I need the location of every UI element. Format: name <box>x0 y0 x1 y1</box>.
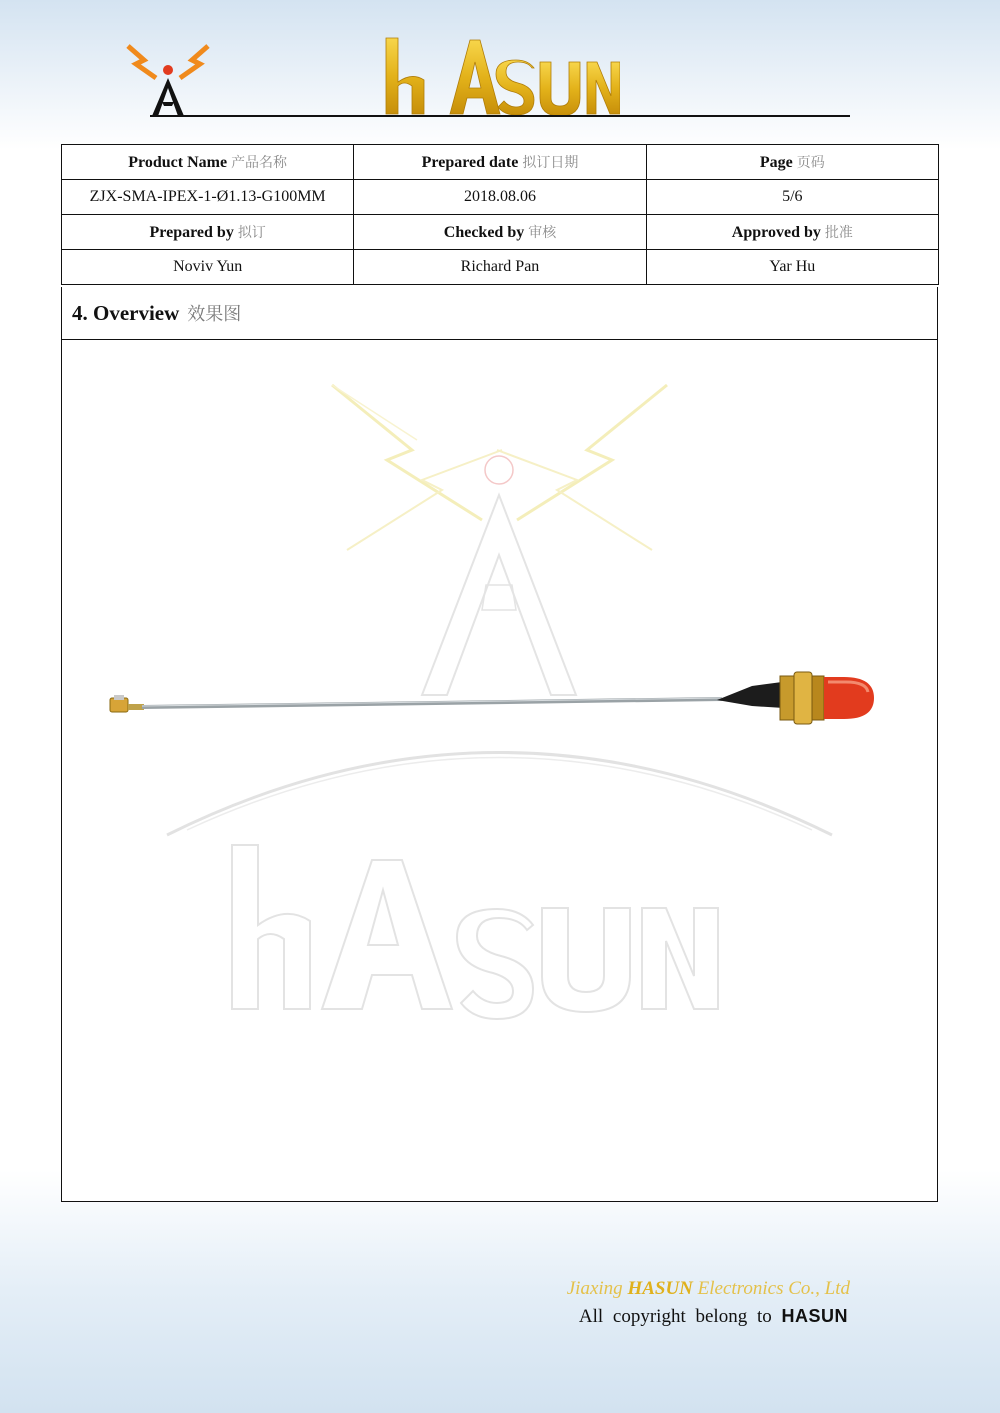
table-row <box>62 250 939 285</box>
brand-wordmark <box>380 32 620 128</box>
footer-copyright-brand: HASUN <box>781 1306 848 1326</box>
table-row <box>62 180 939 215</box>
overview-section <box>61 287 938 1202</box>
checked-by-value: Richard Pan <box>354 250 646 285</box>
footer-copyright: All copyright belong to HASUN <box>578 1306 848 1327</box>
section-title: 4. Overview 效果图 <box>62 287 937 340</box>
header-rule <box>150 115 850 117</box>
table-row <box>62 215 939 250</box>
document-info-table <box>61 144 939 285</box>
approved-by-header: Approved by 批准 <box>646 215 938 250</box>
footer-company-brand: HASUN <box>627 1278 693 1299</box>
prepared-date-value: 2018.08.06 <box>354 180 646 215</box>
page-number-value: 5/6 <box>646 180 938 215</box>
cable-product-image <box>62 340 937 1201</box>
product-name-value: ZJX-SMA-IPEX-1-Ø1.13-G100MM <box>62 180 354 215</box>
coax-cable <box>142 699 722 707</box>
overview-figure <box>62 340 937 1201</box>
table-row <box>62 145 939 180</box>
sma-connector-icon <box>717 672 874 724</box>
prepared-by-value: Noviv Yun <box>62 250 354 285</box>
footer-company-name: Jiaxing HASUN Electronics Co., Ltd <box>566 1278 850 1299</box>
tower-logo-icon <box>122 38 214 120</box>
prepared-by-header: Prepared by 拟订 <box>62 215 354 250</box>
checked-by-header: Checked by 审核 <box>354 215 646 250</box>
ipex-connector-icon <box>110 695 144 712</box>
prepared-date-header: Prepared date 拟订日期 <box>354 145 646 180</box>
approved-by-value: Yar Hu <box>646 250 938 285</box>
product-name-header: Product Name 产品名称 <box>62 145 354 180</box>
page-header: Page 页码 <box>646 145 938 180</box>
